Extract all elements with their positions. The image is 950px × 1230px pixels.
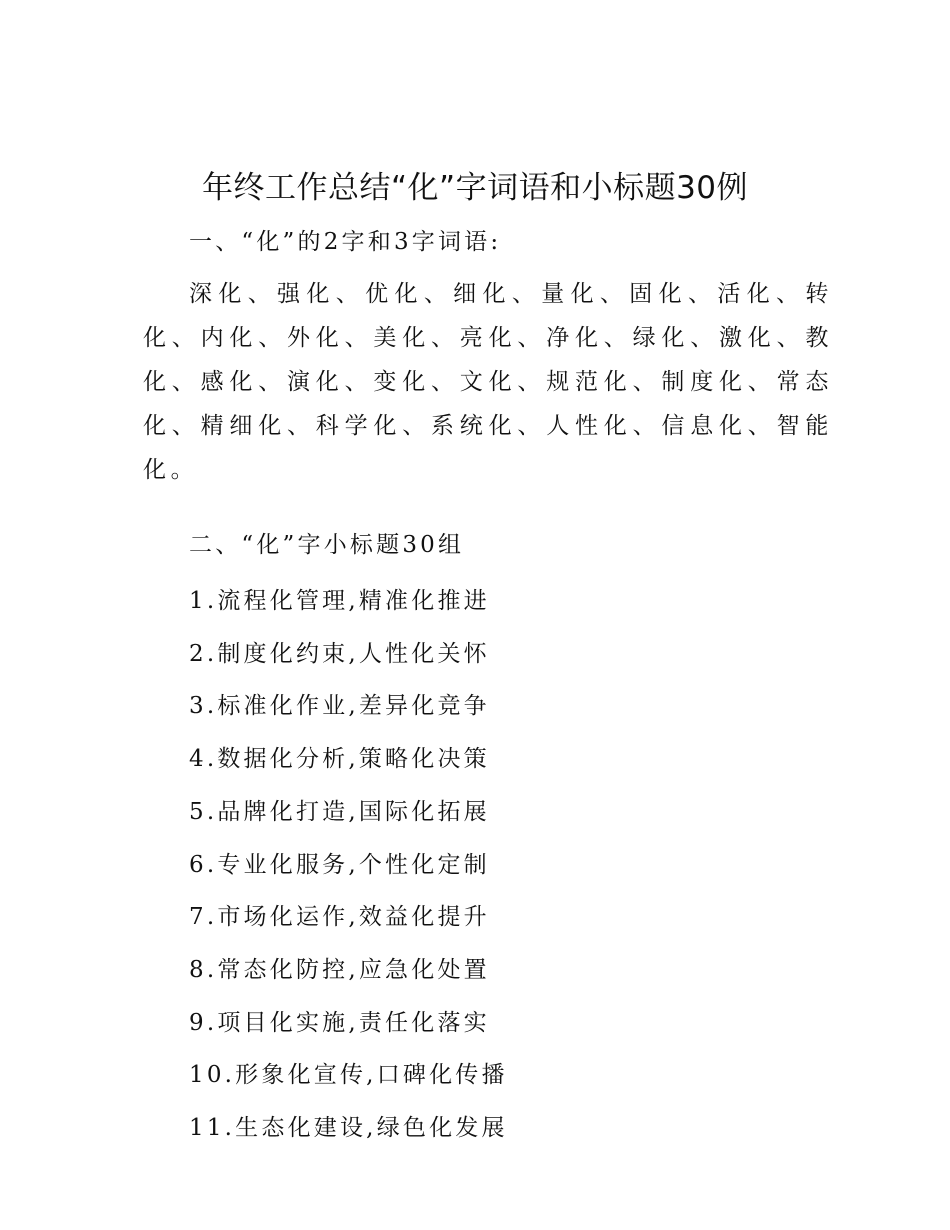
list-item: 8.常态化防控,应急化处置 xyxy=(189,956,490,983)
document-title: 年终工作总结“化”字词语和小标题30例 xyxy=(201,170,749,206)
section-1-word-list: 深化、强化、优化、细化、量化、固化、活化、转化、内化、外化、美化、亮化、净化、绿化、激化、教化、感化、演化、变化、文化、规范化、制度化、常态化、精细化、科学化、系统化、人性化、信息化、智能化。 xyxy=(143,281,833,483)
list-item: 6.专业化服务,个性化定制 xyxy=(189,851,490,878)
section-2-heading: 二、“化”字小标题30组 xyxy=(189,532,465,558)
paragraph-spacer xyxy=(143,567,833,575)
subtitle-list xyxy=(143,575,833,1155)
section-1-heading: 一、“化”的2字和3字词语: xyxy=(189,229,502,255)
list-item: 10.形象化宣传,口碑化传播 xyxy=(189,1062,508,1089)
list-item: 5.品牌化打造,国际化拓展 xyxy=(189,798,490,825)
list-item: 1.流程化管理,精准化推进 xyxy=(189,588,490,614)
document-body xyxy=(143,220,833,1155)
list-item: 9.项目化实施,责任化落实 xyxy=(189,1009,490,1036)
paragraph-spacer xyxy=(143,515,833,523)
list-item: 4.数据化分析,策略化决策 xyxy=(189,746,490,773)
list-item: 11.生态化建设,绿色化发展 xyxy=(189,1115,508,1142)
list-item: 3.标准化作业,差异化竞争 xyxy=(189,693,490,720)
list-item: 2.制度化约束,人性化关怀 xyxy=(189,640,490,667)
list-item: 7.市场化运作,效益化提升 xyxy=(189,904,490,931)
